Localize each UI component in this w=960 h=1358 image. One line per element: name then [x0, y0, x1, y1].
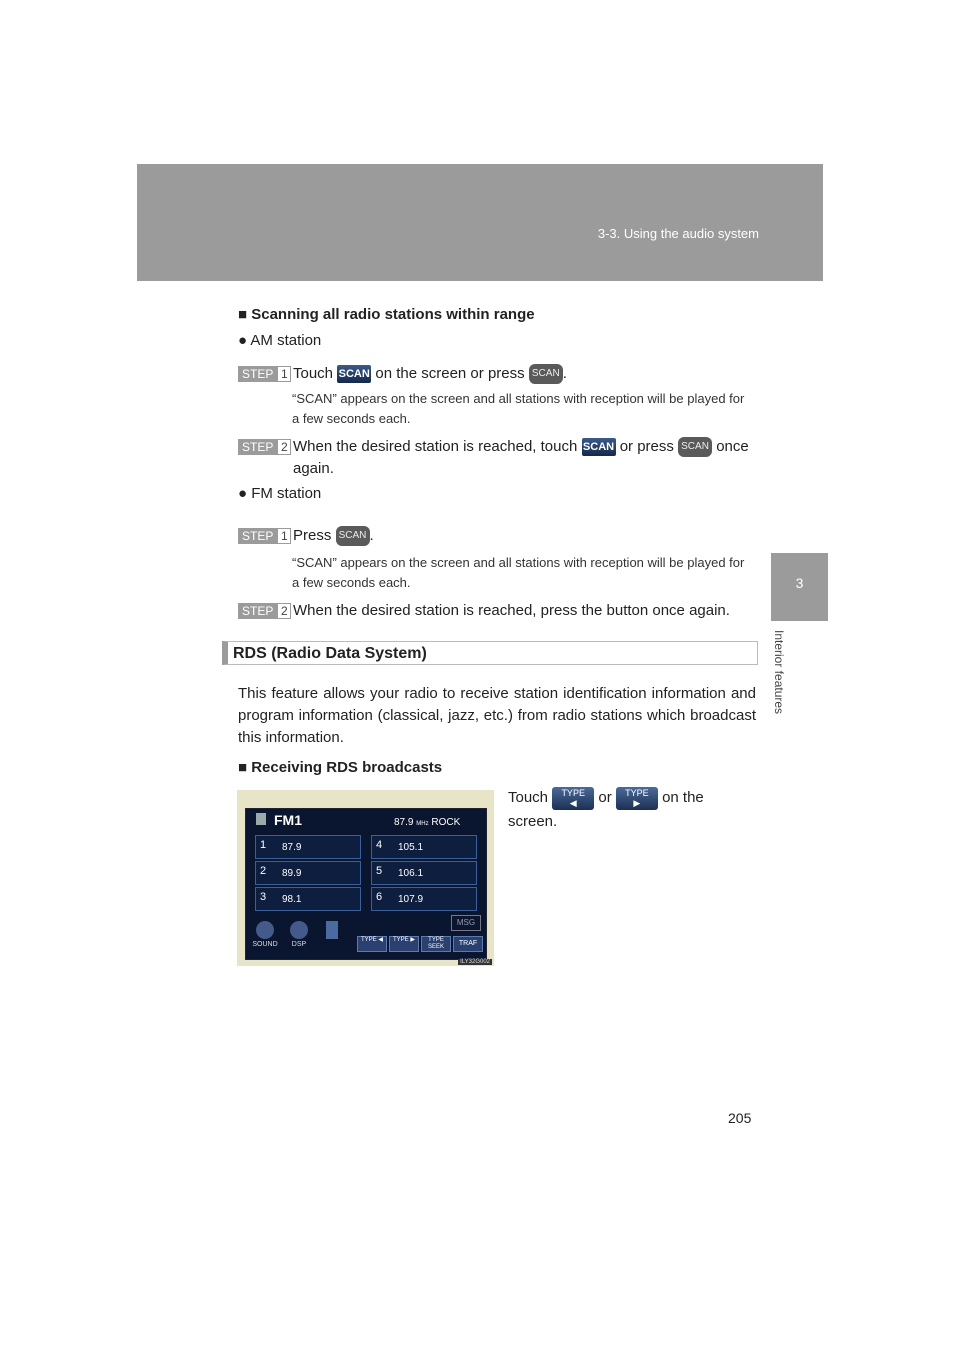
- type-left-softkey[interactable]: TYPE ◀: [357, 936, 387, 952]
- step-badge: STEP 2: [238, 603, 291, 619]
- type-right-button[interactable]: TYPE ▶: [616, 787, 658, 810]
- preset-button[interactable]: 6 107.9: [371, 887, 477, 911]
- fm-station-label: ● FM station: [238, 485, 322, 502]
- balance-icon[interactable]: [326, 921, 338, 939]
- rds-step1-text: Touch TYPE ◀ or TYPE ▶ on the screen.: [508, 787, 704, 830]
- preset-button[interactable]: 5 106.1: [371, 861, 477, 885]
- fm-note: “SCAN” appears on the screen and all stations with reception will be played for a few seconds each.: [292, 555, 745, 590]
- am-station-label: ● AM station: [238, 332, 322, 349]
- scan-onscreen-button[interactable]: SCAN: [337, 365, 371, 383]
- scan-hard-button[interactable]: SCAN: [678, 437, 712, 457]
- fm-step1-text: Press SCAN .: [293, 525, 374, 547]
- page-number: 205: [728, 1110, 752, 1126]
- current-frequency: 87.9 MHz ROCK: [394, 817, 461, 828]
- type-right-softkey[interactable]: TYPE ▶: [389, 936, 419, 952]
- am-step1-text: Touch SCAN on the screen or press SCAN .: [293, 363, 567, 385]
- rds-title: RDS (Radio Data System): [233, 645, 427, 662]
- preset-button[interactable]: 4 105.1: [371, 835, 477, 859]
- figure-code: ILY32G002: [460, 959, 490, 965]
- rds-intro: This feature allows your radio to receive station identification information and program information (classical, jazz, etc.) from radio stations which broadcast this information.: [238, 685, 756, 746]
- step-badge: STEP 1: [238, 366, 291, 382]
- am-step2-text: When the desired station is reached, touch SCAN or press SCAN once again.: [293, 438, 749, 477]
- dsp-icon[interactable]: [290, 921, 308, 939]
- scan-onscreen-button[interactable]: SCAN: [582, 438, 616, 456]
- header-band: [137, 164, 823, 281]
- chapter-tab: 3: [771, 553, 828, 621]
- traf-softkey[interactable]: TRAF: [453, 936, 483, 952]
- dsp-label: DSP: [291, 941, 307, 948]
- audio-screen-illustration: [237, 790, 494, 966]
- preset-button[interactable]: 3 98.1: [255, 887, 361, 911]
- scan-hard-button[interactable]: SCAN: [336, 526, 370, 546]
- sound-icon[interactable]: [256, 921, 274, 939]
- type-seek-softkey[interactable]: TYPE SEEK: [421, 936, 451, 952]
- band-label: FM1: [274, 812, 302, 828]
- sound-label: SOUND: [252, 941, 278, 948]
- rds-subheading: ■ Receiving RDS broadcasts: [238, 759, 443, 776]
- preset-button[interactable]: 2 89.9: [255, 861, 361, 885]
- scan-hard-button[interactable]: SCAN: [529, 364, 563, 384]
- section-title: 3-3. Using the audio system: [597, 226, 759, 241]
- type-left-button[interactable]: TYPE ◀: [552, 787, 594, 810]
- chapter-label: Interior features: [772, 630, 786, 715]
- am-note: “SCAN” appears on the screen and all stations with reception will be played for a few seconds each.: [292, 391, 745, 426]
- fm-step2-text: When the desired station is reached, press the button once again.: [293, 602, 730, 619]
- scan-heading: ■ Scanning all radio stations within range: [238, 306, 535, 323]
- msg-button[interactable]: MSG: [451, 915, 481, 931]
- preset-button[interactable]: 1 87.9: [255, 835, 361, 859]
- antenna-icon: [256, 813, 266, 825]
- step-badge: STEP 1: [238, 528, 291, 544]
- step-badge: STEP 2: [238, 439, 291, 455]
